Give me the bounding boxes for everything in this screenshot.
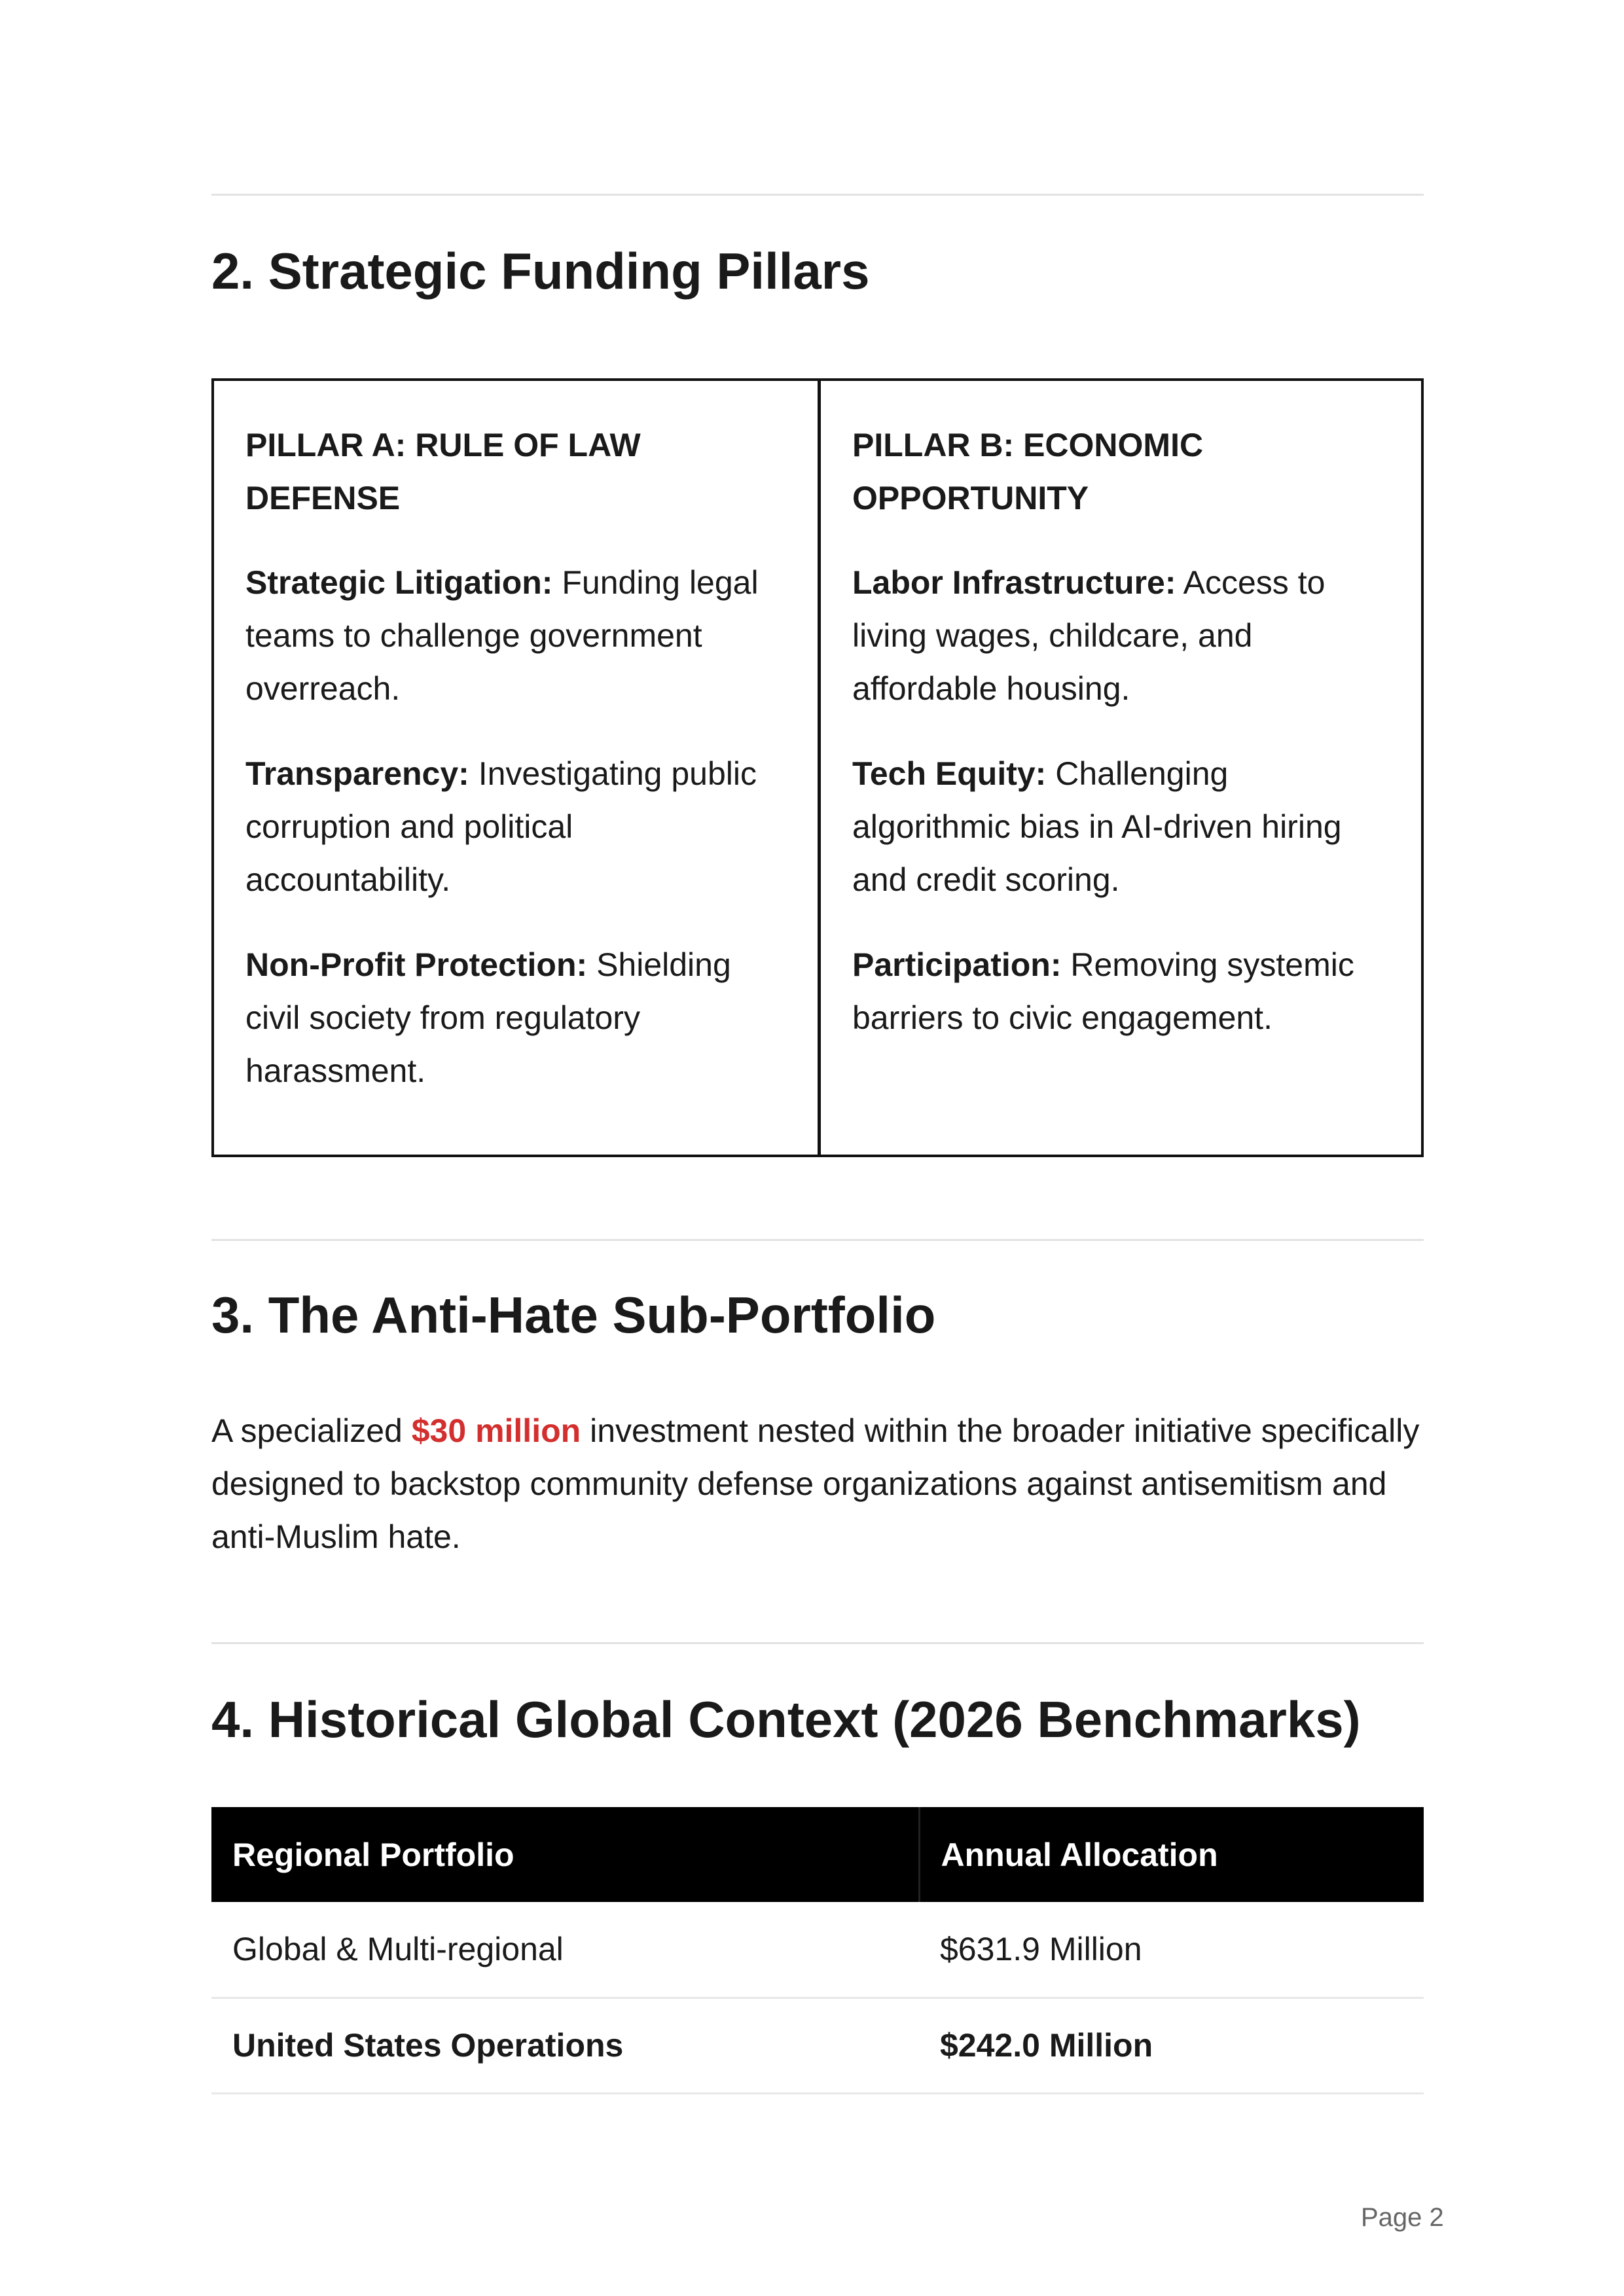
paragraph-body: investment nested within the broader initiative specifically designed to backstop community defense organizations against antisemitism and anti-Muslim hate. <box>211 1412 1420 1555</box>
pillar-item-text: Funding legal teams to challenge government overreach. <box>245 564 759 707</box>
pillar-item <box>245 747 786 906</box>
section-heading-funding-pillars: 2. Strategic Funding Pillars <box>211 242 870 300</box>
pillar-item-text: Investigating public corruption and political accountability. <box>245 755 757 898</box>
pillar-item-label: Labor Infrastructure: <box>852 564 1176 601</box>
cell-allocation: $631.9 Million <box>919 1902 1424 1998</box>
pillar-item-text: Access to living wages, childcare, and affordable housing. <box>852 564 1326 707</box>
section-divider <box>211 1239 1424 1241</box>
pillar-b-title <box>852 419 1390 525</box>
pillar-item-label: Strategic Litigation: <box>245 564 553 601</box>
pillar-item-text: Removing systemic barriers to civic engagement. <box>852 946 1354 1036</box>
table-row <box>211 1902 1424 1998</box>
pillar-item-text: Shielding civil society from regulatory harassment. <box>245 946 731 1089</box>
pillar-b-title-line1: PILLAR B: ECONOMIC <box>852 427 1204 463</box>
pillar-item <box>852 556 1390 715</box>
cell-allocation: $242.0 Million <box>919 1998 1424 2093</box>
pillar-item-label: Non-Profit Protection: <box>245 946 588 983</box>
pillar-a-title-line1: PILLAR A: RULE OF LAW <box>245 427 641 463</box>
pillar-item-text: Challenging algorithmic bias in AI-driven hiring and credit scoring. <box>852 755 1342 898</box>
section-divider <box>211 194 1424 196</box>
pillar-item <box>245 939 786 1098</box>
pillar-item-label: Participation: <box>852 946 1062 983</box>
pillars-box <box>211 378 1424 1157</box>
pillar-item-label: Tech Equity: <box>852 755 1047 792</box>
table-header-row <box>211 1807 1424 1902</box>
highlighted-amount: $30 million <box>411 1412 581 1449</box>
pillar-a-title <box>245 419 786 525</box>
pillar-item <box>852 747 1390 906</box>
page-number: Page 2 <box>1361 2203 1444 2232</box>
column-header-allocation: Annual Allocation <box>919 1807 1424 1902</box>
cell-portfolio: Global & Multi-regional <box>211 1902 919 1998</box>
pillar-a-title-line2: DEFENSE <box>245 480 401 516</box>
pillar-item-label: Transparency: <box>245 755 469 792</box>
pillar-a <box>214 381 818 1155</box>
pillar-b <box>818 381 1421 1155</box>
allocation-table <box>211 1807 1424 2094</box>
section-heading-global-context: 4. Historical Global Context (2026 Benchmarks) <box>211 1691 1361 1748</box>
pillar-item <box>852 939 1390 1045</box>
column-header-portfolio: Regional Portfolio <box>211 1807 919 1902</box>
anti-hate-paragraph <box>211 1405 1424 1564</box>
section-divider <box>211 1642 1424 1644</box>
table-row <box>211 1998 1424 2093</box>
paragraph-lead: A specialized <box>211 1412 412 1449</box>
section-heading-anti-hate: 3. The Anti-Hate Sub-Portfolio <box>211 1286 936 1344</box>
pillar-item <box>245 556 786 715</box>
cell-portfolio: United States Operations <box>211 1998 919 2093</box>
pillar-b-title-line2: OPPORTUNITY <box>852 480 1089 516</box>
